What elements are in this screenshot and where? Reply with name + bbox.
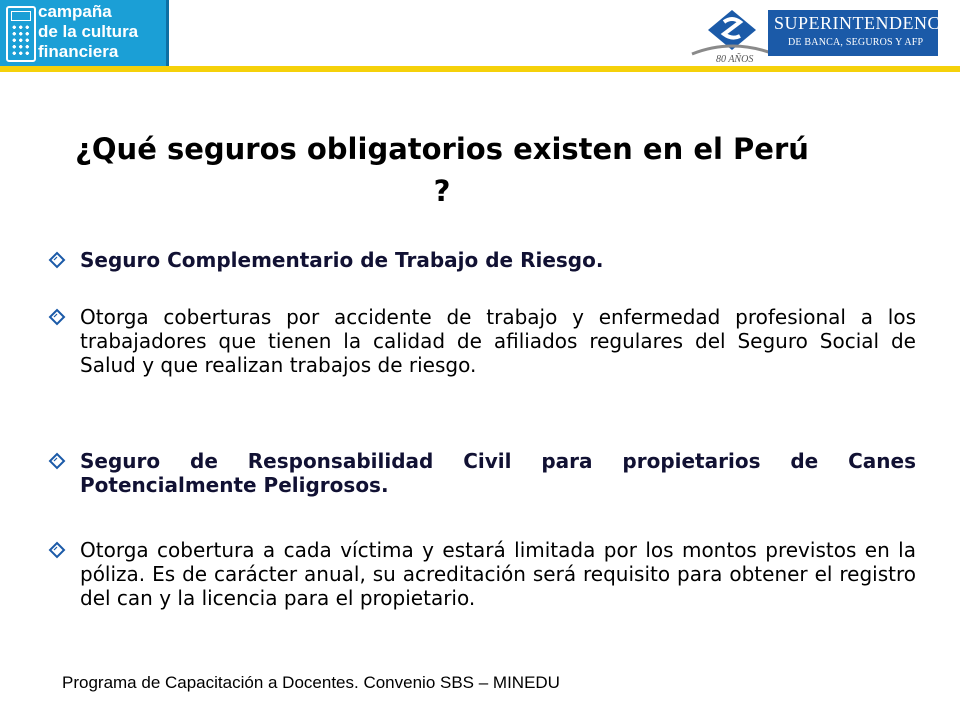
header	[0, 0, 960, 72]
list-item-text: Otorga coberturas por accidente de trabajo y enfermedad profesional a los trabajadores que tienen la calidad de afiliados regulares del Seguro Social de Salud y que realizan trabajos de riesgo.	[80, 305, 916, 377]
org-name-line-1: SUPERINTENDENCIA	[774, 13, 960, 33]
brand-line-1: campaña	[38, 2, 112, 21]
footer-text: Programa de Capacitación a Docentes. Convenio SBS – MINEDU	[62, 673, 560, 692]
campaign-logo-text	[38, 2, 138, 62]
diamond-bullet-icon	[48, 541, 66, 559]
diamond-bullet-icon	[48, 251, 66, 269]
sbs-emblem-icon	[688, 8, 778, 64]
brand-line-3: financiera	[38, 42, 119, 61]
list-item-text: Otorga cobertura a cada víctima y estará limitada por los montos previstos en la póliza. Es de carácter anual, su acreditación será requisito para obtener el registro del can y la licencia para el propietario.	[80, 538, 916, 610]
campaign-logo	[0, 0, 169, 66]
org-name-line-2: DE BANCA, SEGUROS Y AFP	[788, 37, 924, 48]
calculator-icon	[6, 6, 36, 62]
header-accent-bar	[0, 66, 960, 72]
anniversary-label: 80 AÑOS	[716, 54, 754, 64]
sbs-logo	[768, 10, 960, 56]
diamond-bullet-icon	[48, 452, 66, 470]
diamond-bullet-icon	[48, 308, 66, 326]
list-item-text: Seguro de Responsabilidad Civil para propietarios de Canes Potencialmente Peligrosos.	[80, 449, 916, 497]
brand-line-2: de la cultura	[38, 22, 139, 41]
slide-title: ¿Qué seguros obligatorios existen en el Perú ?	[75, 132, 809, 208]
list-item-text: Seguro Complementario de Trabajo de Riesgo.	[80, 248, 604, 272]
